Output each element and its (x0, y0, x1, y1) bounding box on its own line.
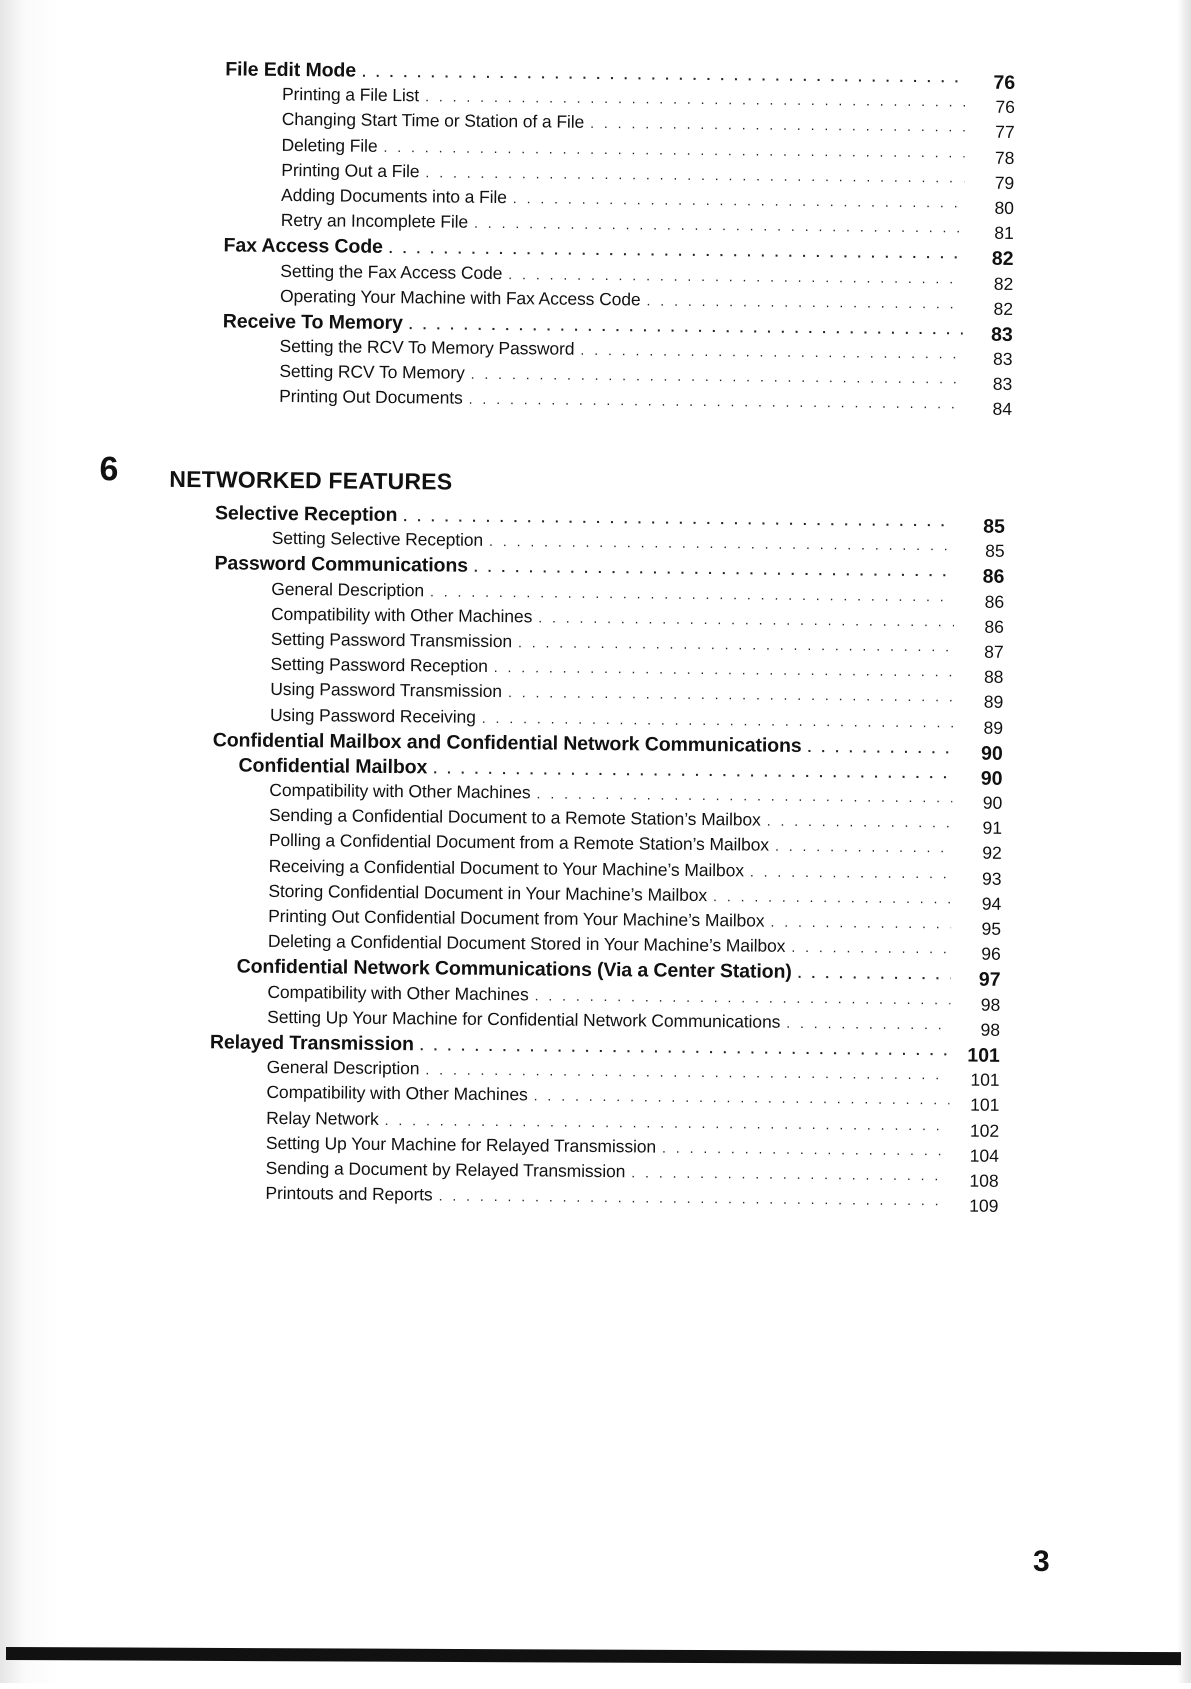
dot-leader (433, 760, 952, 781)
toc-entry-page: 83 (992, 374, 1013, 395)
toc-entry-title: Setting RCV To Memory (279, 361, 465, 383)
dot-leader (383, 138, 964, 160)
dot-leader (538, 609, 954, 629)
page-number: 3 (1033, 1545, 1050, 1578)
toc-entry-title: Compatibility with Other Machines (266, 1082, 528, 1105)
toc-entry-page: 89 (983, 692, 1004, 713)
toc-entry-title: Setting the Fax Access Code (280, 260, 503, 283)
dot-leader (767, 813, 952, 831)
dot-leader (474, 559, 955, 580)
toc-entry-title: Printing Out Documents (279, 386, 463, 409)
toc-entry-page: 88 (983, 666, 1004, 688)
toc-entry-title: Setting Up Your Machine for Relayed Transmission (265, 1132, 657, 1157)
toc-entry-page: 76 (993, 71, 1016, 94)
dot-leader (713, 888, 951, 906)
toc-entry-title: Printing Out a File (281, 159, 420, 181)
toc-entry-title: Password Communications (214, 552, 469, 578)
toc-entry-page: 77 (995, 122, 1015, 143)
toc-entry-page: 90 (982, 792, 1003, 813)
toc-entry-page: 78 (994, 147, 1015, 168)
dot-leader (535, 987, 951, 1007)
toc-entry-page: 104 (969, 1145, 999, 1166)
toc-entry-title: Storing Confidential Document in Your Machine’s Mailbox (268, 880, 708, 905)
dot-leader (430, 583, 954, 604)
toc-entry-title: Polling a Confidential Document from a Remote Station’s Mailbox (268, 830, 770, 856)
toc-entry-page: 82 (993, 273, 1014, 294)
toc-entry-title: Deleting a Confidential Document Stored in Your Machine’s Mailbox (267, 931, 786, 956)
toc-entry-page: 108 (969, 1170, 999, 1191)
toc-entry-title: Sending a Confidential Document to a Remote Station’s Mailbox (269, 805, 761, 830)
dot-leader (518, 634, 954, 654)
toc-entry-page: 101 (970, 1094, 1000, 1116)
toc-entry-title: Printing Out Confidential Document from Your Machine’s Mailbox (268, 905, 765, 931)
toc-entry-title: Deleting File (281, 134, 378, 156)
toc-entry-title: Confidential Mailbox and Confidential Network Communications (212, 728, 802, 757)
toc-entry-title: Selective Reception (214, 502, 398, 527)
toc-entry-page: 82 (993, 298, 1014, 319)
dot-leader (403, 508, 955, 529)
toc-entry-page: 92 (982, 843, 1002, 864)
dot-leader (482, 709, 953, 730)
toc-entry-page: 82 (991, 248, 1014, 271)
dot-leader (791, 939, 951, 957)
toc-entry-page: 101 (970, 1069, 1000, 1090)
toc-entry-page: 95 (981, 918, 1002, 939)
toc-entry-page: 98 (980, 994, 1001, 1015)
toc-entry-page: 86 (984, 591, 1005, 612)
chapter-number: 6 (99, 450, 119, 489)
dot-leader (494, 659, 954, 679)
toc-entry-title: Compatibility with Other Machines (267, 981, 529, 1004)
toc-entry-title: Retry an Incomplete File (280, 210, 469, 232)
toc-entry-title: Fax Access Code (223, 234, 383, 259)
dot-leader (471, 366, 963, 387)
toc-entry-page: 94 (981, 893, 1002, 914)
dot-leader (786, 1015, 950, 1033)
dot-leader (750, 863, 952, 881)
dot-leader (798, 965, 951, 982)
toc-entry-title: File Edit Mode (225, 58, 357, 82)
toc-entry-title: Compatibility with Other Machines (270, 603, 533, 627)
toc-section-top (222, 58, 1015, 418)
toc-entry-title: General Description (271, 578, 425, 600)
toc-entry-page: 85 (983, 515, 1006, 538)
toc-entry-page: 80 (994, 197, 1015, 218)
toc-entry-page: 98 (980, 1019, 1001, 1040)
dot-leader (631, 1164, 949, 1183)
toc-entry-page: 79 (994, 172, 1015, 193)
dot-leader (474, 215, 964, 236)
toc-entry-page: 89 (983, 717, 1004, 738)
toc-entry-page: 86 (984, 616, 1005, 637)
toc-entry-page: 109 (969, 1195, 999, 1216)
toc-entry-page: 86 (982, 566, 1005, 589)
toc-entry-page: 76 (995, 96, 1016, 118)
toc-entry-title: Setting Password Reception (270, 653, 488, 677)
toc-entry-title: Relayed Transmission (209, 1031, 414, 1056)
dot-leader (425, 1061, 949, 1082)
toc-entry-title: Sending a Document by Relayed Transmission (265, 1157, 626, 1182)
dot-leader (425, 164, 964, 185)
toc-entry-page: 102 (969, 1120, 1000, 1141)
toc-entry-title: Using Password Transmission (270, 679, 503, 702)
dot-leader (425, 88, 965, 109)
toc-entry-title: Compatibility with Other Machines (269, 779, 531, 803)
toc-entry-title: General Description (266, 1056, 420, 1079)
toc-entry-title: Printing a File List (281, 84, 420, 106)
toc-entry-title: Receiving a Confidential Document to Your Machine’s Mailbox (268, 855, 745, 881)
toc-entry-page: 90 (980, 767, 1003, 790)
dot-leader (770, 914, 951, 932)
toc-entry-title: Receive To Memory (222, 310, 403, 334)
toc-entry-page: 85 (985, 540, 1005, 562)
dot-leader (489, 533, 955, 553)
toc-entry-page: 81 (994, 222, 1014, 244)
dot-leader (537, 785, 953, 805)
toc-entry-title: Printouts and Reports (265, 1182, 433, 1205)
dot-leader (420, 1037, 950, 1058)
toc-entry-title: Operating Your Machine with Fax Access Code (280, 285, 641, 310)
toc-entry-title: Confidential Mailbox (238, 754, 428, 779)
toc-entry-page: 97 (978, 969, 1001, 992)
dot-leader (534, 1088, 950, 1108)
toc-entry-title: Setting Up Your Machine for Confidential Network Communications (267, 1006, 781, 1032)
dot-leader (362, 64, 965, 86)
toc-entry-page: 87 (984, 641, 1004, 662)
dot-leader (580, 342, 962, 362)
toc-entry-page: 84 (992, 399, 1013, 420)
toc-entry-title: Adding Documents into a File (280, 184, 507, 208)
toc-entry-title: Confidential Network Communications (Via a Center Station) (236, 955, 792, 984)
toc-entry-page: 83 (992, 348, 1013, 370)
dot-leader (409, 316, 963, 337)
toc-entry-title: Relay Network (266, 1107, 379, 1129)
dot-leader (389, 240, 964, 262)
dot-leader (469, 391, 963, 412)
dot-leader (513, 190, 964, 210)
dot-leader (807, 739, 952, 756)
dot-leader (385, 1111, 950, 1132)
dot-leader (508, 684, 953, 704)
toc-entry-page: 101 (967, 1044, 1000, 1067)
toc-entry-page: 83 (990, 323, 1013, 346)
dot-leader (775, 838, 952, 856)
toc-entry-page: 90 (980, 742, 1003, 765)
dot-leader (508, 266, 963, 286)
toc-entry-page: 93 (981, 868, 1002, 889)
dot-leader (590, 115, 965, 135)
dot-leader (662, 1139, 949, 1158)
toc-entry-page: 91 (982, 817, 1003, 839)
toc-entry-title: Setting Selective Reception (271, 528, 484, 551)
chapter-title: NETWORKED FEATURES (169, 465, 453, 495)
dot-leader (646, 292, 963, 311)
toc-entry-title: Using Password Receiving (269, 704, 476, 727)
toc-section-chapter (208, 502, 1005, 1215)
toc-entry-title: Changing Start Time or Station of a File (281, 109, 585, 133)
dot-leader (439, 1188, 949, 1209)
toc-entry-title: Setting the RCV To Memory Password (279, 335, 575, 359)
toc-entry-page: 96 (981, 943, 1001, 965)
toc-entry-title: Setting Password Transmission (270, 628, 513, 652)
